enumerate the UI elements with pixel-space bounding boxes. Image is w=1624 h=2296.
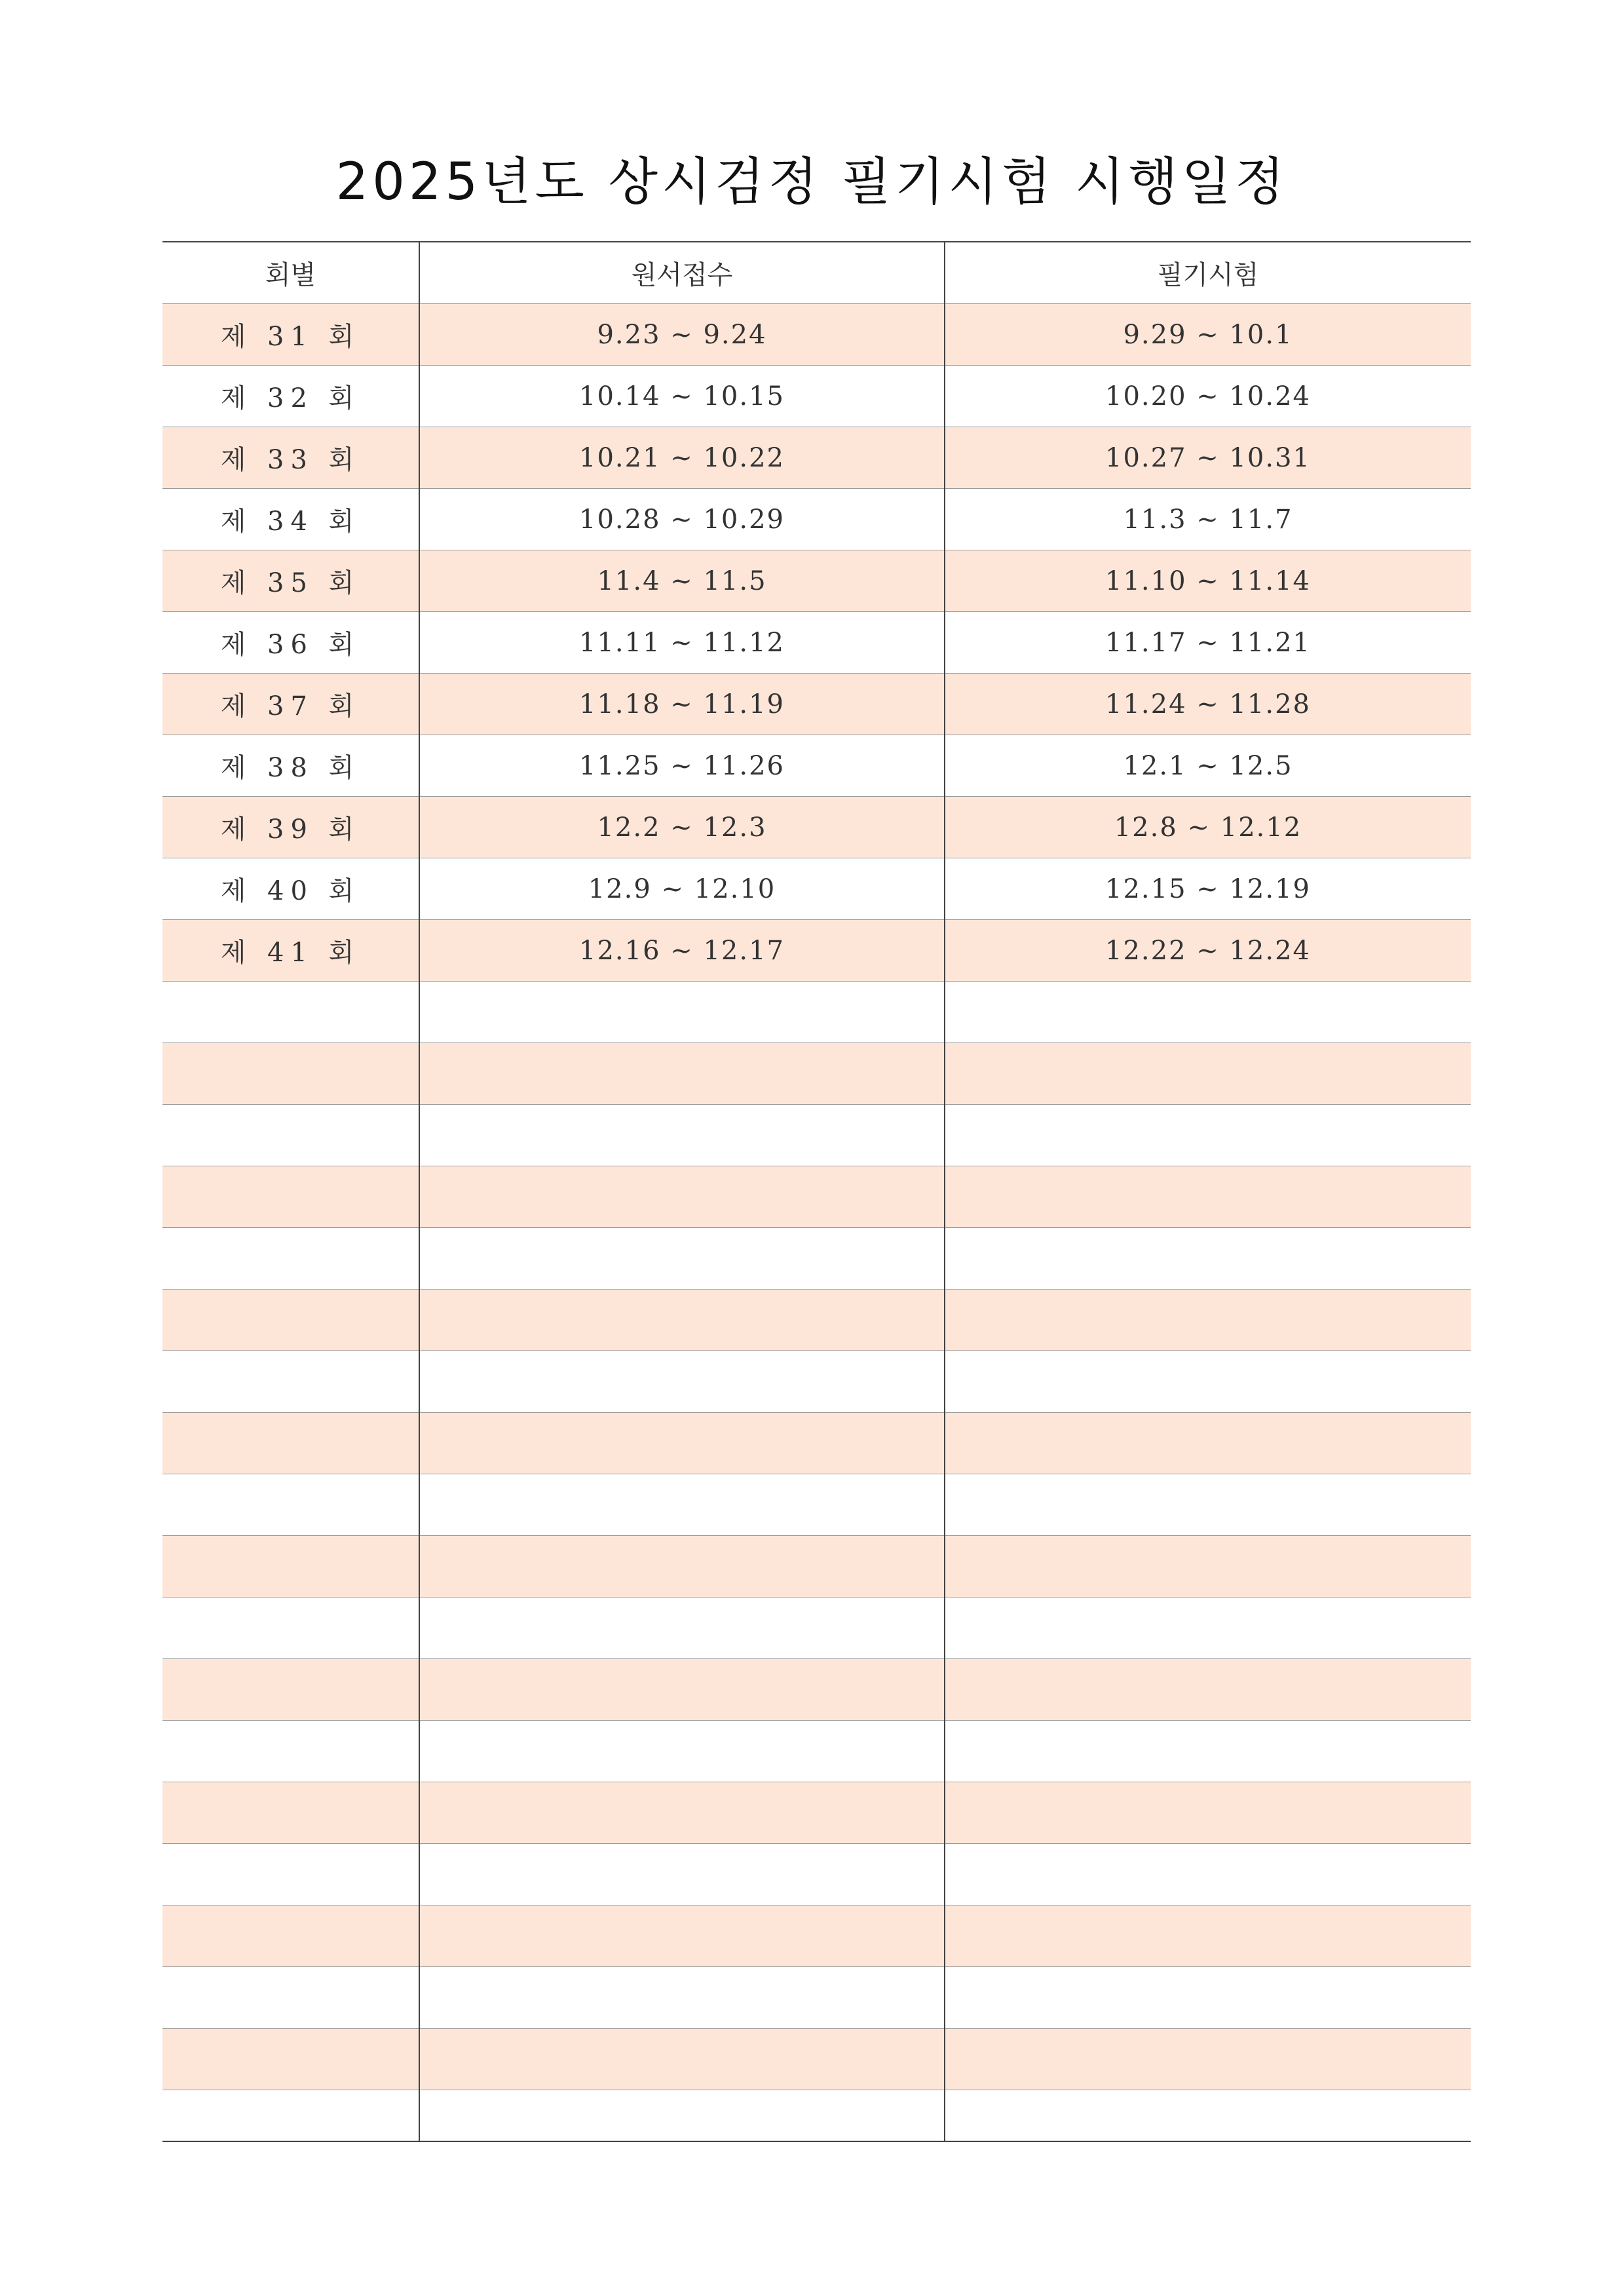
application-period-cell: 12.9 ~ 12.10 bbox=[419, 858, 945, 920]
round-cell: 제 37 회 bbox=[162, 674, 419, 735]
round-cell bbox=[162, 1105, 419, 1166]
round-cell bbox=[162, 2029, 419, 2090]
round-cell bbox=[162, 1782, 419, 1844]
round-cell bbox=[162, 1905, 419, 1967]
application-period-cell: 11.11 ~ 11.12 bbox=[419, 612, 945, 674]
table-row bbox=[162, 1474, 1471, 1536]
table-row bbox=[162, 735, 1471, 797]
round-cell bbox=[162, 1967, 419, 2029]
application-period-cell bbox=[419, 1290, 945, 1351]
table-row bbox=[162, 1659, 1471, 1721]
application-period-cell: 12.16 ~ 12.17 bbox=[419, 920, 945, 982]
exam-period-cell bbox=[945, 2029, 1471, 2090]
round-cell bbox=[162, 1413, 419, 1474]
application-period-cell bbox=[419, 1905, 945, 1967]
application-period-cell: 12.2 ~ 12.3 bbox=[419, 797, 945, 858]
exam-period-cell bbox=[945, 1598, 1471, 1659]
application-period-cell bbox=[419, 2090, 945, 2142]
round-cell: 제 31 회 bbox=[162, 304, 419, 366]
application-period-cell bbox=[419, 1228, 945, 1290]
exam-period-cell bbox=[945, 1844, 1471, 1905]
exam-period-cell: 10.27 ~ 10.31 bbox=[945, 427, 1471, 489]
application-period-cell bbox=[419, 1721, 945, 1782]
application-period-cell: 11.25 ~ 11.26 bbox=[419, 735, 945, 797]
round-cell bbox=[162, 1844, 419, 1905]
table-row bbox=[162, 550, 1471, 612]
table-row bbox=[162, 1536, 1471, 1598]
round-cell: 제 32 회 bbox=[162, 366, 419, 427]
table-row bbox=[162, 366, 1471, 427]
exam-period-cell: 10.20 ~ 10.24 bbox=[945, 366, 1471, 427]
exam-period-cell bbox=[945, 2090, 1471, 2142]
table-row bbox=[162, 674, 1471, 735]
exam-period-cell bbox=[945, 1105, 1471, 1166]
exam-period-cell bbox=[945, 1413, 1471, 1474]
table-row bbox=[162, 1905, 1471, 1967]
exam-period-cell bbox=[945, 1166, 1471, 1228]
table-row bbox=[162, 920, 1471, 982]
table-row bbox=[162, 982, 1471, 1043]
exam-period-cell: 11.10 ~ 11.14 bbox=[945, 550, 1471, 612]
exam-period-cell: 12.15 ~ 12.19 bbox=[945, 858, 1471, 920]
round-cell bbox=[162, 1536, 419, 1598]
exam-period-cell: 9.29 ~ 10.1 bbox=[945, 304, 1471, 366]
exam-period-cell: 12.8 ~ 12.12 bbox=[945, 797, 1471, 858]
round-cell bbox=[162, 1659, 419, 1721]
table-row bbox=[162, 1351, 1471, 1413]
exam-schedule-table bbox=[162, 241, 1471, 2142]
table-row bbox=[162, 858, 1471, 920]
table-row bbox=[162, 1721, 1471, 1782]
header-written-exam-period: 필기시험 bbox=[945, 242, 1471, 304]
header-round: 회별 bbox=[162, 242, 419, 304]
exam-period-cell bbox=[945, 1290, 1471, 1351]
application-period-cell bbox=[419, 1413, 945, 1474]
round-cell bbox=[162, 1043, 419, 1105]
table-row bbox=[162, 1290, 1471, 1351]
round-cell: 제 40 회 bbox=[162, 858, 419, 920]
application-period-cell bbox=[419, 1166, 945, 1228]
application-period-cell bbox=[419, 1844, 945, 1905]
exam-period-cell bbox=[945, 1905, 1471, 1967]
application-period-cell bbox=[419, 982, 945, 1043]
exam-period-cell: 11.17 ~ 11.21 bbox=[945, 612, 1471, 674]
application-period-cell bbox=[419, 1105, 945, 1166]
table-row bbox=[162, 1967, 1471, 2029]
exam-period-cell bbox=[945, 1721, 1471, 1782]
table-row bbox=[162, 1598, 1471, 1659]
round-cell: 제 38 회 bbox=[162, 735, 419, 797]
table-row bbox=[162, 1844, 1471, 1905]
table-row bbox=[162, 1413, 1471, 1474]
round-cell bbox=[162, 1351, 419, 1413]
round-cell bbox=[162, 1598, 419, 1659]
table-row bbox=[162, 1166, 1471, 1228]
application-period-cell bbox=[419, 1043, 945, 1105]
table-row bbox=[162, 1228, 1471, 1290]
application-period-cell: 11.4 ~ 11.5 bbox=[419, 550, 945, 612]
exam-period-cell: 12.1 ~ 12.5 bbox=[945, 735, 1471, 797]
table-row bbox=[162, 304, 1471, 366]
application-period-cell bbox=[419, 1967, 945, 2029]
exam-period-cell bbox=[945, 1474, 1471, 1536]
round-cell: 제 35 회 bbox=[162, 550, 419, 612]
round-cell bbox=[162, 982, 419, 1043]
round-cell: 제 36 회 bbox=[162, 612, 419, 674]
application-period-cell: 9.23 ~ 9.24 bbox=[419, 304, 945, 366]
round-cell: 제 33 회 bbox=[162, 427, 419, 489]
table-body bbox=[162, 304, 1471, 2142]
table-row bbox=[162, 1043, 1471, 1105]
table-row bbox=[162, 489, 1471, 550]
application-period-cell: 10.28 ~ 10.29 bbox=[419, 489, 945, 550]
page-title: 2025년도 상시검정 필기시험 시행일정 bbox=[335, 153, 1289, 212]
round-cell bbox=[162, 1290, 419, 1351]
table-header-row bbox=[162, 242, 1471, 304]
exam-period-cell bbox=[945, 1782, 1471, 1844]
application-period-cell bbox=[419, 1659, 945, 1721]
application-period-cell bbox=[419, 1782, 945, 1844]
exam-period-cell bbox=[945, 1351, 1471, 1413]
round-cell: 제 39 회 bbox=[162, 797, 419, 858]
table-row bbox=[162, 2029, 1471, 2090]
round-cell bbox=[162, 1166, 419, 1228]
table-row bbox=[162, 797, 1471, 858]
exam-period-cell bbox=[945, 1043, 1471, 1105]
round-cell bbox=[162, 1474, 419, 1536]
application-period-cell: 10.21 ~ 10.22 bbox=[419, 427, 945, 489]
application-period-cell bbox=[419, 1474, 945, 1536]
exam-period-cell: 11.3 ~ 11.7 bbox=[945, 489, 1471, 550]
exam-period-cell bbox=[945, 1659, 1471, 1721]
round-cell: 제 41 회 bbox=[162, 920, 419, 982]
table-row bbox=[162, 1782, 1471, 1844]
application-period-cell bbox=[419, 2029, 945, 2090]
application-period-cell: 10.14 ~ 10.15 bbox=[419, 366, 945, 427]
exam-period-cell bbox=[945, 1967, 1471, 2029]
application-period-cell: 11.18 ~ 11.19 bbox=[419, 674, 945, 735]
round-cell bbox=[162, 1228, 419, 1290]
exam-period-cell bbox=[945, 982, 1471, 1043]
exam-period-cell: 12.22 ~ 12.24 bbox=[945, 920, 1471, 982]
table-row bbox=[162, 1105, 1471, 1166]
table-row bbox=[162, 2090, 1471, 2142]
exam-period-cell: 11.24 ~ 11.28 bbox=[945, 674, 1471, 735]
table-row bbox=[162, 612, 1471, 674]
round-cell bbox=[162, 1721, 419, 1782]
exam-period-cell bbox=[945, 1228, 1471, 1290]
application-period-cell bbox=[419, 1598, 945, 1659]
application-period-cell bbox=[419, 1536, 945, 1598]
table-row bbox=[162, 427, 1471, 489]
application-period-cell bbox=[419, 1351, 945, 1413]
exam-period-cell bbox=[945, 1536, 1471, 1598]
header-application-period: 원서접수 bbox=[419, 242, 945, 304]
round-cell bbox=[162, 2090, 419, 2142]
round-cell: 제 34 회 bbox=[162, 489, 419, 550]
